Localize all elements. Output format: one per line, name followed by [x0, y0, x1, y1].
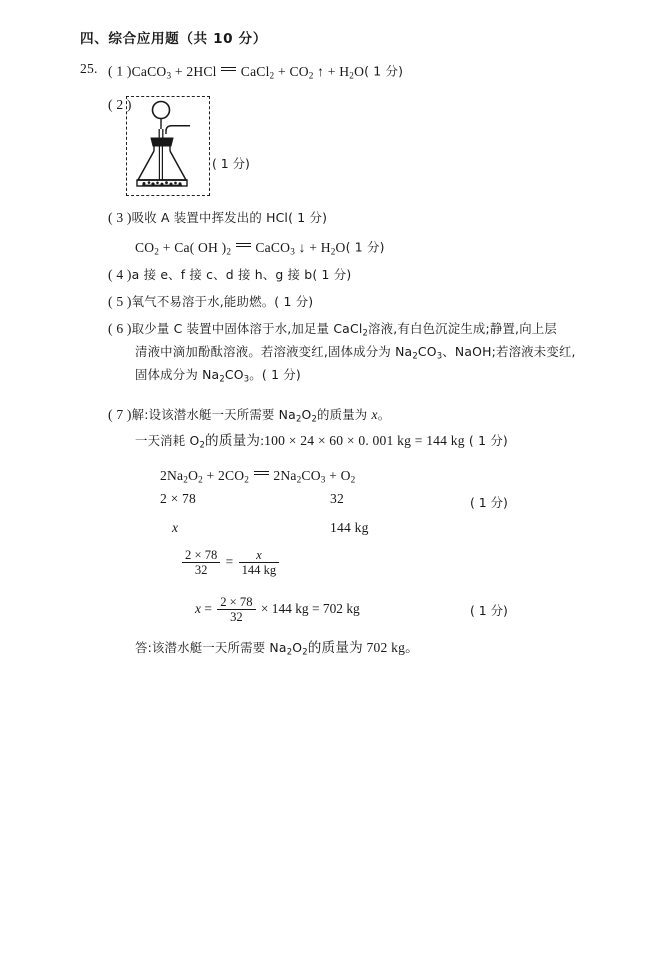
answer-6-text-f: 固体成分为 Na	[135, 367, 220, 382]
answer-7-o2-sub: 2	[199, 439, 206, 450]
answer-6-sub-4: 2	[219, 373, 225, 384]
solve-denominator: 32	[230, 610, 243, 625]
answer-7-value-right: 144 kg	[330, 520, 369, 535]
answer-6-text-e: 、NaOH;若溶液未变红,	[442, 344, 576, 359]
question-number-25	[80, 62, 98, 77]
answer-7-o2-score: ( 1 分)	[468, 433, 508, 448]
gas-generator-apparatus-icon	[126, 96, 210, 196]
answer-5-text: 氧气不易溶于水,能助燃。	[131, 294, 275, 309]
answer-7-o2-b: 的质量为:100 × 24 × 60 × 0. 001 kg = 144 kg	[205, 433, 465, 448]
answer-2-label: ( 2 )	[108, 97, 132, 112]
answer-6-text-d: CO	[417, 344, 437, 359]
answer-6-sub-1: 2	[362, 327, 369, 338]
conclusion-c: 的质量为 702 kg。	[307, 640, 419, 655]
answer-1-line	[108, 62, 403, 80]
proportion-right-fraction	[239, 548, 280, 578]
answer-3-equation-score: ( 1 分)	[345, 239, 385, 255]
answer-6-text-b: 溶液,有白色沉淀生成;静置,向上层	[368, 321, 557, 336]
answer-7-solve-score: ( 1 分)	[470, 603, 508, 618]
answer-3-label: ( 3 )	[108, 210, 132, 225]
proportion-left-numerator: 2 × 78	[182, 548, 220, 563]
answer-6-text-a: 取少量 C 装置中固体溶于水,加足量 CaCl	[131, 321, 363, 336]
answer-6-sub-5: 3	[243, 373, 250, 384]
answer-1-equation: CaCO$_3$ + 2HCl CaCl$_2$ + $CO_2$ ↑ + $H_2O$	[131, 63, 365, 81]
proportion-left-denominator: 32	[194, 563, 208, 578]
answer-7-conclusion	[135, 641, 419, 657]
answer-6-sub-2: 2	[412, 350, 418, 361]
answer-7-proportion	[180, 548, 281, 578]
answer-6-sub-3: 3	[436, 350, 443, 361]
answer-3-equation: $CO_2 + Ca$( OH )$_2$ CaCO$_3$ ↓ + $H_2O$	[135, 239, 346, 257]
answer-7-setup-c: 的质量为	[317, 407, 372, 422]
answer-6-score: ( 1 分)	[261, 367, 301, 382]
answer-5-label: ( 5 )	[108, 294, 132, 309]
solve-times: × 144 kg	[260, 601, 309, 617]
answer-1-score: ( 1 分)	[364, 63, 404, 79]
answer-5-score: ( 1 分)	[274, 294, 314, 309]
answer-7-reaction-equation	[160, 466, 355, 484]
answer-6-line-3	[135, 368, 301, 384]
answer-7-sub-2: 2	[311, 413, 318, 424]
solve-fraction	[217, 595, 255, 625]
answer-7-o2-line	[135, 434, 508, 450]
answer-5-line	[108, 295, 313, 310]
solve-result: 702 kg	[322, 601, 360, 617]
answer-7-setup-a: 解:设该潜水艇一天所需要 Na	[131, 407, 296, 422]
proportion-right-numerator: x	[239, 548, 280, 563]
conclusion-a: 答:该潜水艇一天所需要 Na	[135, 640, 287, 655]
answer-7-stoich-score: ( 1 分)	[470, 495, 508, 510]
answer-6-text-c: 清液中滴加酚酞溶液。若溶液变红,固体成分为 Na	[135, 344, 413, 359]
answer-3-score: ( 1 分)	[288, 210, 328, 225]
answer-3-text: 吸收 A 装置中挥发出的 HCl	[131, 210, 289, 225]
answer-6-text-g: CO	[224, 367, 244, 382]
answer-2-score: ( 1 分)	[212, 156, 250, 171]
answer-6-line-1	[108, 322, 557, 338]
answer-3-equation-line	[135, 238, 385, 256]
answer-1-label: ( 1 )	[108, 63, 132, 79]
answer-7-label: ( 7 )	[108, 407, 132, 422]
answer-7-equation: $2Na_2O_2 + 2CO_2$ $2Na_2CO_3 + O_2$	[160, 467, 356, 485]
answer-4-text: a 接 e、f 接 c、d 接 h、g 接 b	[131, 267, 313, 282]
answer-7-stoich-right: 32	[330, 491, 344, 506]
solve-equals-2: =	[311, 601, 320, 617]
answer-7-solve-line	[195, 595, 360, 625]
answer-7-unknown-x: x	[371, 407, 378, 422]
solve-var: x	[195, 601, 201, 617]
solve-equals-1: =	[204, 601, 212, 617]
answer-6-line-2	[135, 345, 576, 361]
conclusion-sub-1: 2	[286, 646, 293, 657]
section-heading: 四、综合应用题（共 10 分）	[80, 31, 267, 47]
answer-7-setup-line	[108, 408, 390, 424]
proportion-left-fraction	[182, 548, 220, 578]
answer-7-setup-end: 。	[377, 407, 391, 422]
conclusion-b: O	[292, 640, 303, 655]
answer-7-sub-1: 2	[295, 413, 302, 424]
solve-numerator: 2 × 78	[217, 595, 255, 610]
answer-4-label: ( 4 )	[108, 267, 132, 282]
proportion-right-denominator: 144 kg	[241, 563, 277, 578]
answer-6-text-h: 。	[249, 367, 262, 382]
answer-3-line	[108, 211, 327, 226]
answer-6-label: ( 6 )	[108, 321, 132, 336]
conclusion-sub-2: 2	[302, 646, 308, 657]
answer-7-o2-a: 一天消耗 O	[135, 433, 200, 448]
answer-7-stoich-left: 2 × 78	[160, 491, 197, 506]
answer-4-score: ( 1 分)	[312, 267, 352, 282]
answer-4-line	[108, 268, 351, 283]
proportion-equals: =	[225, 554, 234, 570]
question-number-label: 25.	[80, 61, 98, 76]
answer-7-value-left: x	[172, 520, 179, 535]
answer-7-setup-b: O	[301, 407, 312, 422]
